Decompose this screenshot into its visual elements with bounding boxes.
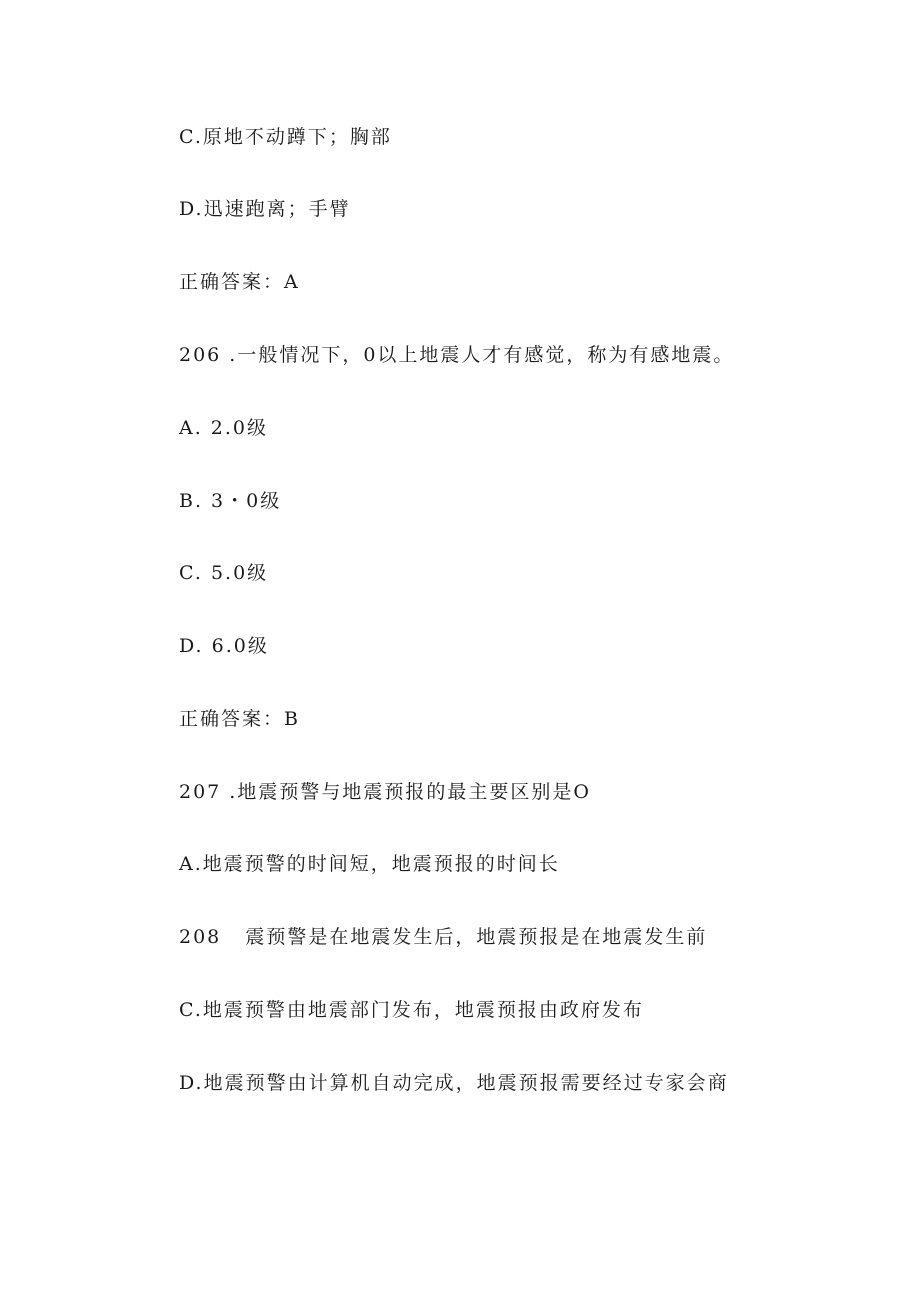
answer-206: 正确答案：B: [179, 708, 300, 730]
question-206: 206 .一般情况下，0以上地震人才有感觉，称为有感地震。: [179, 344, 735, 366]
option-c-207: C.地震预警由地震部门发布，地震预报由政府发布: [179, 999, 644, 1021]
line-208: 208 震预警是在地震发生后，地震预报是在地震发生前: [179, 926, 708, 948]
option-a-207: A.地震预警的时间短，地震预报的时间长: [179, 853, 560, 875]
option-d-207: D.地震预警由计算机自动完成，地震预报需要经过专家会商: [179, 1072, 729, 1094]
option-a-206: A. 2.0级: [179, 417, 269, 439]
option-b-206: B. 3・0级: [179, 490, 282, 512]
question-207: 207 .地震预警与地震预报的最主要区别是O: [179, 781, 591, 803]
option-d-206: D. 6.0级: [179, 635, 269, 657]
option-c-206: C. 5.0级: [179, 562, 269, 584]
option-c-prev-question: C.原地不动蹲下；胸部: [179, 126, 392, 148]
answer-prev-question: 正确答案：A: [179, 271, 300, 293]
option-d-prev-question: D.迅速跑离；手臂: [179, 198, 351, 220]
